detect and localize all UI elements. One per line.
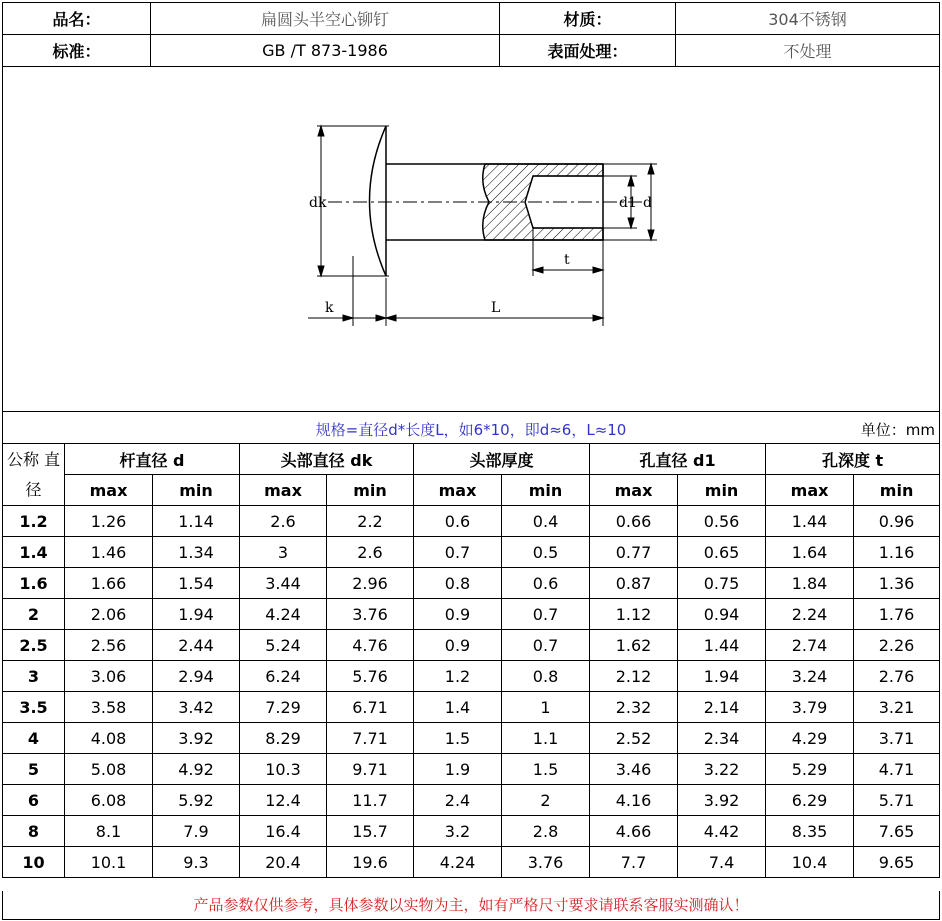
table-cell: 1.2 [414,661,502,692]
product-info-table [2,2,940,67]
spec-example-text: 规格=直径d*长度L，如6*10，即d≈6，L≈10 [315,421,627,439]
info-row [3,35,940,67]
table-cell: 5.24 [240,630,327,661]
table-cell: 0.5 [502,537,590,568]
table-cell: 2.6 [327,537,414,568]
table-cell: 1.44 [766,506,854,537]
table-cell: 2.74 [766,630,854,661]
table-cell: 2.96 [327,568,414,599]
hole-diameter-header: 孔直径 d1 [590,444,766,475]
table-cell: 3.06 [65,661,153,692]
table-cell: 0.6 [414,506,502,537]
max-header: max [240,475,327,506]
table-cell: 3.42 [153,692,240,723]
table-cell: 16.4 [240,816,327,847]
max-header: max [766,475,854,506]
table-cell: 2.34 [678,723,766,754]
table-cell: 3.76 [502,847,590,878]
k-l-dimension [308,244,603,326]
table-cell: 8.1 [65,816,153,847]
table-cell: 2 [502,785,590,816]
table-cell: 7.4 [678,847,766,878]
table-cell: 4.24 [414,847,502,878]
table-row [3,754,940,785]
max-header: max [590,475,678,506]
table-cell: 3 [240,537,327,568]
max-header: max [65,475,153,506]
table-cell: 7.65 [854,816,940,847]
table-cell: 1.66 [65,568,153,599]
nominal-diameter-cell: 1.4 [3,537,65,568]
product-name-value: 扁圆头半空心铆钉 [151,3,500,35]
table-cell: 0.75 [678,568,766,599]
table-row [3,816,940,847]
table-cell: 4.66 [590,816,678,847]
table-cell: 0.7 [414,537,502,568]
min-header: min [502,475,590,506]
table-cell: 12.4 [240,785,327,816]
table-cell: 3.22 [678,754,766,785]
table-cell: 2.12 [590,661,678,692]
table-cell: 0.8 [502,661,590,692]
table-cell: 0.9 [414,630,502,661]
nominal-diameter-header-bottom: 径 [25,479,42,499]
table-cell: 0.4 [502,506,590,537]
material-label: 材质： [500,3,676,35]
rivet-drawing-svg [3,66,939,411]
table-cell: 1 [502,692,590,723]
surface-treatment-value: 不处理 [676,35,940,67]
product-name-label: 品名： [3,3,151,35]
table-cell: 6.24 [240,661,327,692]
table-cell: 6.08 [65,785,153,816]
table-cell: 4.24 [240,599,327,630]
dimension-table [2,443,940,878]
table-row [3,661,940,692]
table-cell: 0.9 [414,599,502,630]
table-cell: 11.7 [327,785,414,816]
rivet-drawing [2,66,940,411]
table-cell: 2.4 [414,785,502,816]
table-row [3,537,940,568]
nominal-diameter-cell: 2.5 [3,630,65,661]
shank-diameter-header: 杆直径 d [65,444,240,475]
table-cell: 9.71 [327,754,414,785]
table-row [3,568,940,599]
table-cell: 1.76 [854,599,940,630]
table-cell: 4.16 [590,785,678,816]
table-cell: 1.16 [854,537,940,568]
table-cell: 2.76 [854,661,940,692]
table-subheader-row [3,475,940,506]
table-cell: 0.7 [502,630,590,661]
table-cell: 7.71 [327,723,414,754]
table-cell: 4.71 [854,754,940,785]
table-cell: 15.7 [327,816,414,847]
table-cell: 0.6 [502,568,590,599]
table-cell: 3.2 [414,816,502,847]
disclaimer-note: 产品参数仅供参考，具体参数以实物为主，如有严格尺寸要求请联系客服实测确认！ [2,891,940,920]
table-cell: 10.3 [240,754,327,785]
nominal-diameter-cell: 5 [3,754,65,785]
table-cell: 3.92 [678,785,766,816]
table-cell: 6.29 [766,785,854,816]
table-cell: 2.32 [590,692,678,723]
hole-outline [533,176,603,228]
table-cell: 0.7 [502,599,590,630]
nominal-diameter-cell: 3 [3,661,65,692]
table-row [3,599,940,630]
table-cell: 2.8 [502,816,590,847]
table-cell: 1.94 [678,661,766,692]
table-cell: 1.14 [153,506,240,537]
min-header: min [678,475,766,506]
standard-label: 标准： [3,35,151,67]
table-header-row [3,444,940,475]
nominal-diameter-cell: 4 [3,723,65,754]
table-cell: 1.44 [678,630,766,661]
table-cell: 7.9 [153,816,240,847]
table-cell: 2.44 [153,630,240,661]
spec-line [2,411,940,444]
table-cell: 9.3 [153,847,240,878]
table-cell: 1.94 [153,599,240,630]
nominal-diameter-cell: 1.2 [3,506,65,537]
table-cell: 2.56 [65,630,153,661]
min-header: min [153,475,240,506]
table-cell: 2.06 [65,599,153,630]
table-cell: 2.6 [240,506,327,537]
table-cell: 0.8 [414,568,502,599]
nominal-diameter-cell: 8 [3,816,65,847]
table-cell: 4.42 [678,816,766,847]
nominal-diameter-cell: 10 [3,847,65,878]
dk-label: dk [309,195,327,211]
table-cell: 2.2 [327,506,414,537]
table-cell: 1.54 [153,568,240,599]
nominal-diameter-cell: 6 [3,785,65,816]
material-value: 304不锈钢 [676,3,940,35]
table-cell: 3.92 [153,723,240,754]
table-cell: 1.1 [502,723,590,754]
table-cell: 2.14 [678,692,766,723]
nominal-diameter-cell: 1.6 [3,568,65,599]
table-cell: 2.24 [766,599,854,630]
max-header: max [414,475,502,506]
k-label: k [325,300,334,316]
d-label: d [643,195,652,211]
hole-depth-header: 孔深度 t [766,444,940,475]
table-cell: 3.71 [854,723,940,754]
standard-value: GB /T 873-1986 [151,35,500,67]
table-cell: 4.76 [327,630,414,661]
table-cell: 0.87 [590,568,678,599]
t-label: t [564,252,570,268]
table-cell: 3.44 [240,568,327,599]
min-header: min [854,475,940,506]
table-cell: 7.7 [590,847,678,878]
table-cell: 19.6 [327,847,414,878]
nominal-diameter-cell: 3.5 [3,692,65,723]
table-cell: 1.46 [65,537,153,568]
nominal-diameter-header-top: 公称 直 [6,449,61,469]
table-row [3,847,940,878]
table-cell: 1.84 [766,568,854,599]
table-cell: 2.52 [590,723,678,754]
table-cell: 3.46 [590,754,678,785]
table-cell: 5.71 [854,785,940,816]
table-cell: 2.26 [854,630,940,661]
table-cell: 1.5 [414,723,502,754]
table-row [3,723,940,754]
table-cell: 9.65 [854,847,940,878]
table-cell: 0.66 [590,506,678,537]
table-cell: 20.4 [240,847,327,878]
table-cell: 3.58 [65,692,153,723]
table-cell: 1.62 [590,630,678,661]
table-cell: 1.26 [65,506,153,537]
table-cell: 0.94 [678,599,766,630]
surface-treatment-label: 表面处理： [500,35,676,67]
table-cell: 1.64 [766,537,854,568]
min-header: min [327,475,414,506]
table-cell: 3.79 [766,692,854,723]
table-cell: 0.96 [854,506,940,537]
table-cell: 5.92 [153,785,240,816]
table-cell: 5.29 [766,754,854,785]
nominal-diameter-cell: 2 [3,599,65,630]
table-cell: 5.76 [327,661,414,692]
head-thickness-header: 头部厚度 [414,444,590,475]
head-diameter-header: 头部直径 dk [240,444,414,475]
table-cell: 1.4 [414,692,502,723]
table-cell: 1.12 [590,599,678,630]
table-cell: 5.08 [65,754,153,785]
unit-label: 单位：mm [860,421,935,439]
table-row [3,692,940,723]
table-cell: 4.08 [65,723,153,754]
table-cell: 8.29 [240,723,327,754]
table-cell: 3.76 [327,599,414,630]
table-row [3,630,940,661]
table-cell: 1.9 [414,754,502,785]
table-cell: 7.29 [240,692,327,723]
table-cell: 1.34 [153,537,240,568]
table-cell: 6.71 [327,692,414,723]
table-cell: 8.35 [766,816,854,847]
table-cell: 3.24 [766,661,854,692]
table-cell: 0.56 [678,506,766,537]
nominal-diameter-header [3,444,65,506]
l-label: L [491,300,501,316]
table-cell: 1.36 [854,568,940,599]
table-cell: 0.77 [590,537,678,568]
d1-label: d1 [619,195,637,211]
table-cell: 0.65 [678,537,766,568]
table-cell: 3.21 [854,692,940,723]
table-cell: 1.5 [502,754,590,785]
table-row [3,785,940,816]
table-cell: 4.29 [766,723,854,754]
info-row [3,3,940,35]
table-cell: 10.4 [766,847,854,878]
table-cell: 10.1 [65,847,153,878]
table-cell: 4.92 [153,754,240,785]
table-cell: 2.94 [153,661,240,692]
table-row [3,506,940,537]
